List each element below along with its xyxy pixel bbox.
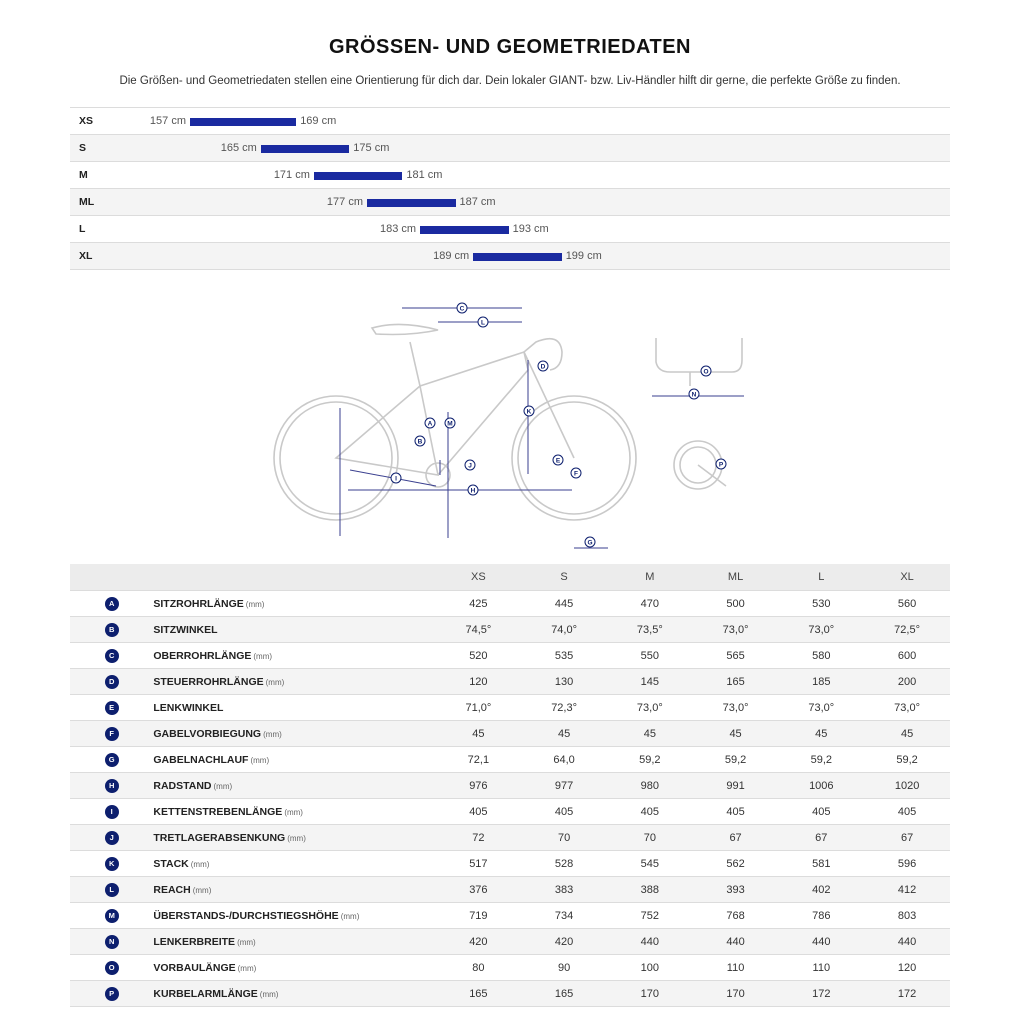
table-cell: 500	[693, 591, 779, 617]
row-letter-badge: H	[105, 779, 119, 793]
column-header-ml: ML	[693, 564, 779, 591]
size-label: S	[79, 142, 87, 154]
range-bar	[314, 172, 403, 180]
parameter-unit: (mm)	[340, 911, 360, 921]
table-cell: 45	[693, 721, 779, 747]
parameter-name: LENKERBREITE	[153, 935, 236, 948]
table-cell: 72,1	[436, 747, 522, 773]
table-cell: 59,2	[693, 747, 779, 773]
row-letter-badge: C	[105, 649, 119, 663]
table-cell: 405	[864, 799, 950, 825]
table-cell: 562	[693, 851, 779, 877]
range-max-label: 199 cm	[565, 250, 602, 262]
table-cell: 405	[436, 799, 522, 825]
parameter-unit: (mm)	[265, 677, 285, 687]
table-row	[70, 643, 950, 669]
table-cell: 172	[778, 981, 864, 1007]
diagram-badge-label: P	[718, 461, 724, 469]
parameter-unit: (mm)	[190, 859, 210, 869]
diagram-badge-label: N	[691, 391, 697, 399]
table-cell: 73,0°	[778, 617, 864, 643]
column-header-s: S	[521, 564, 607, 591]
table-cell: 383	[521, 877, 607, 903]
table-row	[70, 617, 950, 643]
table-cell: 405	[778, 799, 864, 825]
page-subtitle: Die Größen- und Geometriedaten stellen eine Orientierung für dich dar. Dein lokaler GIANT- bzw. Liv-Händler hilft dir gerne, die perfekte Größe zu finden.	[119, 75, 901, 87]
table-cell: 580	[778, 643, 864, 669]
row-letter-badge: F	[105, 727, 119, 741]
table-row	[70, 851, 950, 877]
parameter-name: ÜBERSTANDS-/DURCHSTIEGSHÖHE	[153, 909, 339, 922]
table-cell: 165	[521, 981, 607, 1007]
parameter-name: STEUERROHRLÄNGE	[153, 675, 264, 688]
parameter-name: RADSTAND	[153, 779, 212, 792]
table-cell: 425	[436, 591, 522, 617]
parameter-unit: (mm)	[263, 729, 282, 739]
parameter-unit: (mm)	[237, 937, 256, 947]
table-row	[70, 773, 950, 799]
table-cell: 70	[607, 825, 693, 851]
page-title: GRÖSSEN- UND GEOMETRIEDATEN	[328, 36, 692, 58]
parameter-name: KURBELARMLÄNGE	[153, 987, 258, 1000]
range-min-label: 171 cm	[273, 169, 310, 181]
parameter-name: SITZROHRLÄNGE	[153, 597, 244, 610]
table-cell: 1020	[864, 773, 950, 799]
diagram-badge-label: K	[526, 408, 532, 416]
row-letter-badge: E	[105, 701, 119, 715]
table-cell: 64,0	[521, 747, 607, 773]
table-row	[70, 799, 950, 825]
diagram-badge-label: I	[395, 475, 397, 483]
parameter-name: REACH	[153, 883, 191, 896]
table-row	[70, 669, 950, 695]
table-cell: 165	[436, 981, 522, 1007]
range-bar	[367, 199, 456, 207]
table-cell: 67	[778, 825, 864, 851]
range-min-label: 189 cm	[433, 250, 470, 262]
table-cell: 67	[864, 825, 950, 851]
parameter-name: VORBAULÄNGE	[153, 961, 236, 974]
geometry-table-header	[70, 564, 950, 591]
table-cell: 752	[607, 903, 693, 929]
table-cell: 440	[607, 929, 693, 955]
frame-outline	[336, 386, 438, 475]
parameter-name: KETTENSTREBENLÄNGE	[153, 805, 283, 818]
range-max-label: 181 cm	[406, 169, 443, 181]
table-row	[70, 695, 950, 721]
parameter-unit: (mm)	[253, 651, 273, 661]
size-row-ml	[70, 188, 950, 215]
parameter-unit: (mm)	[192, 885, 212, 895]
table-cell: 170	[607, 981, 693, 1007]
table-cell: 719	[436, 903, 522, 929]
range-bar	[473, 253, 562, 261]
range-max-label: 169 cm	[300, 115, 337, 127]
range-bar	[261, 145, 350, 153]
range-bar	[420, 226, 509, 234]
table-cell: 165	[693, 669, 779, 695]
parameter-unit: (mm)	[250, 755, 270, 765]
table-row	[70, 955, 950, 981]
table-cell: 120	[436, 669, 522, 695]
table-cell: 803	[864, 903, 950, 929]
table-row	[70, 877, 950, 903]
table-cell: 45	[778, 721, 864, 747]
size-range-chart	[70, 107, 950, 270]
table-cell: 45	[864, 721, 950, 747]
parameter-name: GABELVORBIEGUNG	[153, 727, 262, 740]
table-cell: 73,0°	[778, 695, 864, 721]
table-cell: 581	[778, 851, 864, 877]
row-letter-badge: I	[105, 805, 119, 819]
table-cell: 528	[521, 851, 607, 877]
parameter-unit: (mm)	[237, 963, 257, 973]
table-cell: 145	[607, 669, 693, 695]
fork	[524, 352, 574, 458]
size-row-xs	[70, 107, 950, 134]
bike-geometry-diagram	[270, 290, 750, 552]
row-letter-badge: N	[105, 935, 119, 949]
table-cell: 110	[693, 955, 779, 981]
table-cell: 72,5°	[864, 617, 950, 643]
table-cell: 59,2	[778, 747, 864, 773]
table-cell: 545	[607, 851, 693, 877]
table-cell: 110	[778, 955, 864, 981]
table-cell: 405	[607, 799, 693, 825]
table-cell: 600	[864, 643, 950, 669]
parameter-unit: (mm)	[284, 807, 303, 817]
table-cell: 517	[436, 851, 522, 877]
table-cell: 170	[693, 981, 779, 1007]
parameter-unit: (mm)	[287, 833, 306, 843]
range-max-label: 187 cm	[459, 196, 496, 208]
range-max-label: 193 cm	[512, 223, 549, 235]
table-cell: 45	[607, 721, 693, 747]
parameter-name: OBERROHRLÄNGE	[153, 649, 252, 662]
table-cell: 80	[436, 955, 522, 981]
size-label: XL	[79, 250, 93, 262]
row-letter-badge: O	[105, 961, 119, 975]
column-header-m: M	[607, 564, 693, 591]
table-cell: 73,0°	[693, 617, 779, 643]
diagram-badge-label: L	[481, 319, 485, 327]
header-spacer	[70, 564, 153, 591]
table-cell: 45	[436, 721, 522, 747]
table-cell: 185	[778, 669, 864, 695]
table-cell: 45	[521, 721, 607, 747]
table-cell: 520	[436, 643, 522, 669]
range-min-label: 177 cm	[326, 196, 363, 208]
table-cell: 393	[693, 877, 779, 903]
row-letter-badge: G	[105, 753, 119, 767]
row-letter-badge: D	[105, 675, 119, 689]
table-cell: 130	[521, 669, 607, 695]
table-cell: 980	[607, 773, 693, 799]
size-row-s	[70, 134, 950, 161]
parameter-name: LENKWINKEL	[153, 701, 224, 714]
table-cell: 786	[778, 903, 864, 929]
diagram-badge-label: G	[587, 539, 593, 547]
parameter-unit: (mm)	[259, 989, 279, 999]
table-cell: 388	[607, 877, 693, 903]
table-cell: 376	[436, 877, 522, 903]
table-cell: 72,3°	[521, 695, 607, 721]
table-cell: 440	[693, 929, 779, 955]
column-header-l: L	[778, 564, 864, 591]
table-cell: 560	[864, 591, 950, 617]
column-header-xs: XS	[436, 564, 522, 591]
row-letter-badge: L	[105, 883, 119, 897]
row-letter-badge: J	[105, 831, 119, 845]
table-cell: 172	[864, 981, 950, 1007]
parameter-unit: (mm)	[213, 781, 233, 791]
table-cell: 72	[436, 825, 522, 851]
row-letter-badge: B	[105, 623, 119, 637]
table-cell: 67	[693, 825, 779, 851]
size-label: L	[79, 223, 86, 235]
size-row-xl	[70, 242, 950, 270]
table-cell: 100	[607, 955, 693, 981]
table-cell: 470	[607, 591, 693, 617]
table-cell: 73,0°	[693, 695, 779, 721]
parameter-name: GABELNACHLAUF	[153, 753, 249, 766]
table-row	[70, 747, 950, 773]
row-letter-badge: K	[105, 857, 119, 871]
seatpost	[410, 342, 420, 386]
table-cell: 768	[693, 903, 779, 929]
parameter-name: SITZWINKEL	[153, 623, 218, 636]
table-row	[70, 721, 950, 747]
diagram-badge-label: B	[417, 438, 423, 446]
table-cell: 405	[693, 799, 779, 825]
size-label: ML	[79, 196, 95, 208]
diagram-badge-label: C	[459, 305, 465, 313]
range-bar	[190, 118, 296, 126]
table-cell: 535	[521, 643, 607, 669]
table-cell: 70	[521, 825, 607, 851]
table-cell: 71,0°	[436, 695, 522, 721]
table-row	[70, 903, 950, 929]
table-cell: 420	[521, 929, 607, 955]
range-max-label: 175 cm	[353, 142, 390, 154]
parameter-name: TRETLAGERABSENKUNG	[153, 831, 286, 844]
table-row	[70, 929, 950, 955]
diagram-badge-label: E	[555, 457, 561, 465]
row-letter-badge: M	[105, 909, 119, 923]
table-cell: 977	[521, 773, 607, 799]
table-cell: 59,2	[864, 747, 950, 773]
parameter-unit: (mm)	[245, 599, 265, 609]
table-cell: 74,0°	[521, 617, 607, 643]
geometry-table	[70, 564, 950, 1007]
table-cell: 59,2	[607, 747, 693, 773]
table-cell: 991	[693, 773, 779, 799]
diagram-badge-label: A	[427, 420, 433, 428]
table-cell: 530	[778, 591, 864, 617]
table-cell: 73,0°	[864, 695, 950, 721]
table-cell: 74,5°	[436, 617, 522, 643]
column-header-xl: XL	[864, 564, 950, 591]
table-cell: 405	[521, 799, 607, 825]
diagram-badge-label: O	[703, 368, 709, 376]
table-cell: 550	[607, 643, 693, 669]
table-cell: 73,0°	[607, 695, 693, 721]
table-cell: 440	[778, 929, 864, 955]
saddle	[372, 324, 438, 334]
header-spacer	[153, 564, 435, 591]
diagram-badge-label: H	[470, 487, 476, 495]
table-cell: 412	[864, 877, 950, 903]
table-cell: 200	[864, 669, 950, 695]
table-cell: 402	[778, 877, 864, 903]
row-letter-badge: P	[105, 987, 119, 1001]
table-cell: 90	[521, 955, 607, 981]
table-cell: 565	[693, 643, 779, 669]
size-label: M	[79, 169, 88, 181]
table-cell: 596	[864, 851, 950, 877]
range-min-label: 183 cm	[380, 223, 417, 235]
diagram-badge-label: J	[468, 462, 472, 470]
range-min-label: 165 cm	[220, 142, 257, 154]
table-cell: 440	[864, 929, 950, 955]
size-label: XS	[79, 115, 94, 127]
size-row-m	[70, 161, 950, 188]
table-cell: 420	[436, 929, 522, 955]
range-min-label: 157 cm	[149, 115, 186, 127]
table-cell: 73,5°	[607, 617, 693, 643]
diagram-badge-label: M	[447, 420, 453, 428]
table-cell: 120	[864, 955, 950, 981]
table-row	[70, 981, 950, 1007]
table-row	[70, 825, 950, 851]
diagram-badge-label: F	[574, 470, 578, 478]
parameter-name: STACK	[153, 857, 189, 870]
row-letter-badge: A	[105, 597, 119, 611]
table-row	[70, 591, 950, 617]
table-cell: 445	[521, 591, 607, 617]
table-cell: 1006	[778, 773, 864, 799]
handlebar-front-view	[656, 338, 742, 372]
table-cell: 976	[436, 773, 522, 799]
table-cell: 734	[521, 903, 607, 929]
diagram-badge-label: D	[540, 363, 546, 371]
size-row-l	[70, 215, 950, 242]
